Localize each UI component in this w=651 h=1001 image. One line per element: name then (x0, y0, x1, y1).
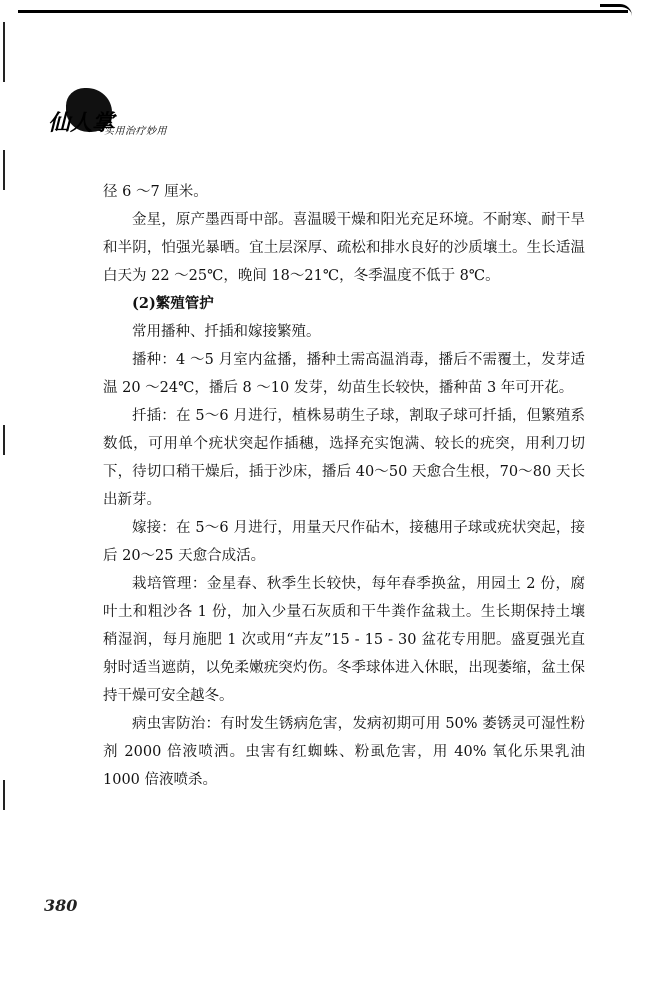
paragraph-cutting: 扦插：在 5～6 月进行，植株易萌生子球，割取子球可扦插，但繁殖系数低，可用单个疣状突起作插穗，选择充实饱满、较长的疣突，用利刀切下，待切口稍干燥后，插于沙床，播后 40～50 天愈合生根，70～80 天长出新芽。 (103, 408, 585, 508)
paragraph-sowing: 播种：4 ～5 月室内盆播，播种土需高温消毒，播后不需覆土，发芽适温 20 ～24℃，播后 8 ～10 发芽，幼苗生长较快，播种苗 3 年可开花。 (103, 352, 585, 396)
scan-margin-mark (3, 22, 5, 82)
paragraph-pest-control: 病虫害防治：有时发生锈病危害，发病初期可用 50% 萎锈灵可湿性粉剂 2000 倍液喷洒。虫害有红蜘蛛、粉虱危害，用 40% 氧化乐果乳油 1000 倍液喷杀。 (103, 716, 585, 788)
book-logo (44, 80, 244, 152)
paragraph-propagation: 常用播种、扦插和嫁接繁殖。 (132, 324, 321, 340)
paragraph-continuation: 径 6 ～7 厘米。 (103, 184, 208, 200)
scan-margin-mark (3, 780, 5, 810)
scan-margin-mark (3, 425, 5, 455)
page-body (103, 178, 585, 794)
paragraph-description: 金星，原产墨西哥中部。喜温暖干燥和阳光充足环境。不耐寒、耐干旱和半阴，怕强光暴晒。宜土层深厚、疏松和排水良好的沙质壤土。生长适温白天为 22 ～25℃，晚间 18～21℃，冬季温度不低于 8℃。 (103, 212, 585, 284)
paragraph-cultivation: 栽培管理：金星春、秋季生长较快，每年春季换盆，用园土 2 份，腐叶土和粗沙各 1 份，加入少量石灰质和干牛粪作盆栽土。生长期保持土壤稍湿润，每月施肥 1 次或用“卉友”15 - 15 - 30 盆花专用肥。盛夏强光直射时适当遮荫，以免柔嫩疣突灼伤。冬季球体进入休眠，出现萎缩，盆土保持干燥可安全越冬。 (103, 576, 585, 704)
page-number: 380 (44, 896, 78, 915)
logo-subtitle: 实用治疗妙用 (104, 126, 167, 137)
logo-title: 仙人掌 (48, 110, 115, 136)
paragraph-grafting: 嫁接：在 5～6 月进行，用量天尺作砧木，接穗用子球或疣状突起，接后 20～25 天愈合成活。 (103, 520, 585, 564)
section-heading: (2)繁殖管护 (132, 295, 214, 312)
header-rule-end (600, 4, 632, 17)
scan-margin-mark (3, 150, 5, 190)
header-rule (18, 10, 628, 13)
